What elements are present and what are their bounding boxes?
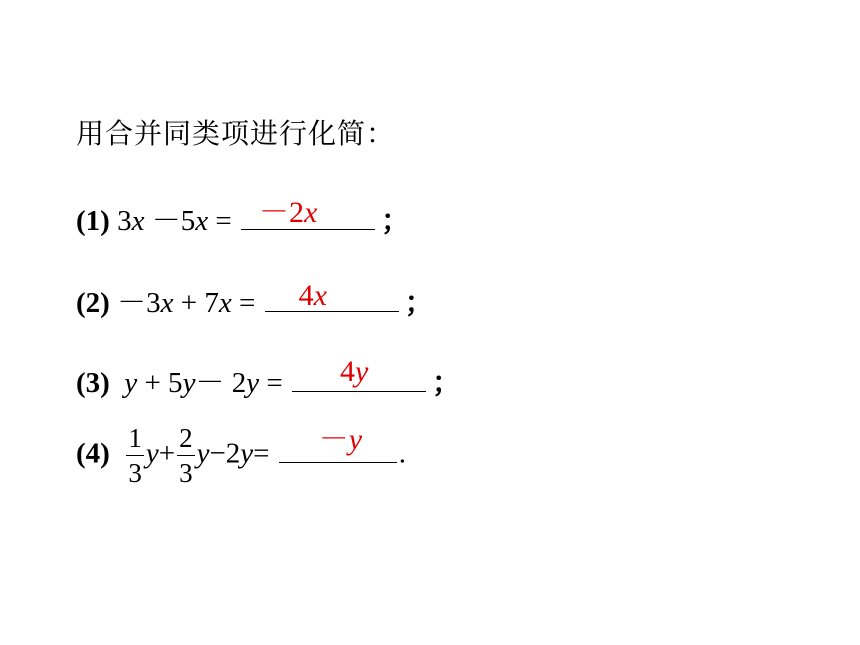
semicolon: ； xyxy=(380,205,410,237)
problem-1 xyxy=(76,198,410,239)
problem-label: (4) xyxy=(76,437,110,470)
variable: x xyxy=(131,205,145,237)
variable: y xyxy=(240,437,254,470)
variable: y xyxy=(124,367,138,399)
semicolon: ； xyxy=(431,367,461,399)
variable: y xyxy=(145,437,159,470)
term: + 5 xyxy=(137,367,183,399)
answer-text: －2x xyxy=(258,196,318,229)
variable: y xyxy=(196,437,210,470)
term: － 2 xyxy=(195,367,247,399)
fraction: $\frac{2}{3}$ xyxy=(179,423,193,488)
answer-blank[interactable] xyxy=(265,279,399,312)
variable: y xyxy=(246,367,260,399)
problem-label: (1) xyxy=(76,205,110,237)
variable: x xyxy=(218,287,232,319)
variable: y xyxy=(182,367,196,399)
problem-label: (3) xyxy=(76,367,110,399)
problem-4 xyxy=(76,422,407,488)
term: －5 xyxy=(144,205,196,237)
equals: = xyxy=(231,287,263,319)
term: −2 xyxy=(209,437,241,470)
problem-label: (2) xyxy=(76,287,110,319)
answer-blank[interactable] xyxy=(279,422,397,463)
problem-3 xyxy=(76,355,461,401)
term: 3 xyxy=(117,205,132,237)
fraction: $\frac{1}{3}$ xyxy=(128,423,142,488)
problem-2 xyxy=(76,280,434,321)
period: . xyxy=(398,437,407,470)
equals: = xyxy=(253,437,270,470)
term: －3 xyxy=(117,287,161,319)
equals: = xyxy=(259,367,283,399)
term: + 7 xyxy=(173,287,219,319)
answer-blank[interactable] xyxy=(292,355,426,392)
page-title: 用合并同类项进行化简： xyxy=(76,117,396,150)
variable: x xyxy=(195,205,209,237)
answer-text: 4y xyxy=(339,355,369,388)
variable: x xyxy=(160,287,174,319)
answer-blank[interactable] xyxy=(241,196,375,230)
plus: + xyxy=(158,437,176,470)
answer-text: 4x xyxy=(298,279,327,312)
answer-text: －y xyxy=(318,422,363,456)
equals: = xyxy=(208,205,239,237)
semicolon: ； xyxy=(404,287,434,319)
